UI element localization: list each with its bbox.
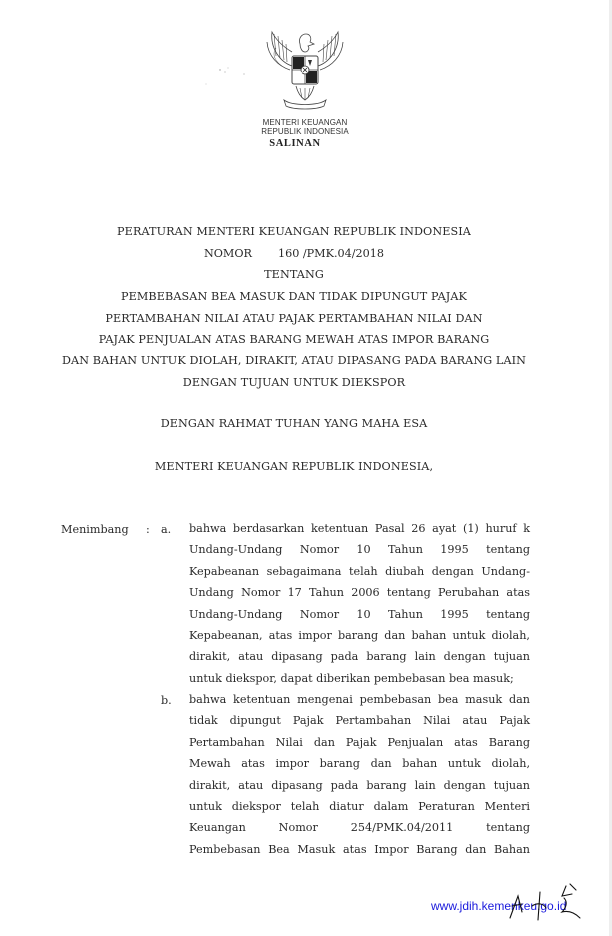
text-line: Kepabeanan, atas impor barang dan bahan untuk diolah, bbox=[189, 628, 530, 642]
menimbang-item-a bbox=[189, 518, 530, 689]
initials-signature-icon bbox=[500, 882, 590, 922]
text-line: Pertambahan Nilai dan Pajak Penjualan atas Barang bbox=[189, 735, 530, 749]
scan-noise bbox=[200, 60, 260, 90]
menimbang-label: Menimbang bbox=[61, 523, 129, 536]
text-line: Mewah atas impor barang dan bahan untuk diolah, bbox=[189, 757, 530, 771]
nomor-value: 160 /PMK.04/2018 bbox=[277, 247, 385, 260]
regulation-number bbox=[0, 247, 588, 260]
menimbang-colon: : bbox=[146, 523, 150, 536]
subject-line: DAN BAHAN UNTUK DIOLAH, DIRAKIT, ATAU DIPASANG PADA BARANG LAIN bbox=[61, 354, 527, 367]
subject-line: PEMBEBASAN BEA MASUK DAN TIDAK DIPUNGUT PAJAK bbox=[120, 290, 468, 303]
text-line: tidak dipungut Pajak Pertambahan Nilai atau Pajak bbox=[189, 714, 530, 728]
text-line: Kepabeanan sebagaimana telah diubah dengan Undang- bbox=[189, 564, 530, 578]
text-line: bahwa ketentuan mengenai pembebasan bea masuk dan bbox=[189, 693, 530, 706]
text-line: untuk diekspor, dapat diberikan pembebasan bea masuk; bbox=[189, 671, 514, 685]
subject-line: DENGAN TUJUAN UNTUK DIEKSPOR bbox=[182, 376, 406, 389]
text-line: Pembebasan Bea Masuk atas Impor Barang dan Bahan bbox=[189, 842, 530, 856]
regulation-title: PERATURAN MENTERI KEUANGAN REPUBLIK INDONESIA bbox=[117, 225, 471, 238]
text-line: Keuangan Nomor 254/PMK.04/2011 tentang bbox=[189, 821, 530, 835]
ministry-name-line1: MENTERI KEUANGAN bbox=[262, 118, 348, 127]
salinan-stamp: SALINAN bbox=[269, 138, 321, 149]
text-line: Undang Nomor 17 Tahun 2006 tentang Perubahan atas bbox=[189, 586, 530, 600]
item-letter-b: b. bbox=[161, 694, 172, 707]
nomor-label: NOMOR bbox=[203, 247, 252, 260]
menimbang-item-b bbox=[189, 689, 530, 860]
invocation: DENGAN RAHMAT TUHAN YANG MAHA ESA bbox=[160, 417, 428, 430]
text-line: dirakit, atau dipasang pada barang lain dengan tujuan bbox=[189, 650, 530, 664]
text-line: bahwa berdasarkan ketentuan Pasal 26 ayat (1) huruf k bbox=[189, 522, 530, 535]
text-line: untuk diekspor telah diatur dalam Peraturan Menteri bbox=[189, 799, 530, 813]
text-line: Undang-Undang Nomor 10 Tahun 1995 tentang bbox=[189, 543, 530, 557]
subject-line: PERTAMBAHAN NILAI ATAU PAJAK PERTAMBAHAN NILAI DAN bbox=[105, 312, 483, 325]
text-line: dirakit, atau dipasang pada barang lain dengan tujuan bbox=[189, 778, 530, 792]
subject-line: PAJAK PENJUALAN ATAS BARANG MEWAH ATAS IMPOR BARANG bbox=[98, 333, 490, 346]
authority: MENTERI KEUANGAN REPUBLIK INDONESIA, bbox=[154, 460, 434, 473]
ministry-name-line2: REPUBLIK INDONESIA bbox=[261, 127, 349, 136]
text-line: Undang-Undang Nomor 10 Tahun 1995 tentang bbox=[189, 607, 530, 621]
item-letter-a: a. bbox=[161, 523, 172, 536]
garuda-emblem-icon bbox=[262, 26, 348, 116]
tentang-heading: TENTANG bbox=[264, 268, 324, 281]
jdih-website-link[interactable]: www.jdih.kemenkeu.go.id bbox=[431, 899, 567, 913]
